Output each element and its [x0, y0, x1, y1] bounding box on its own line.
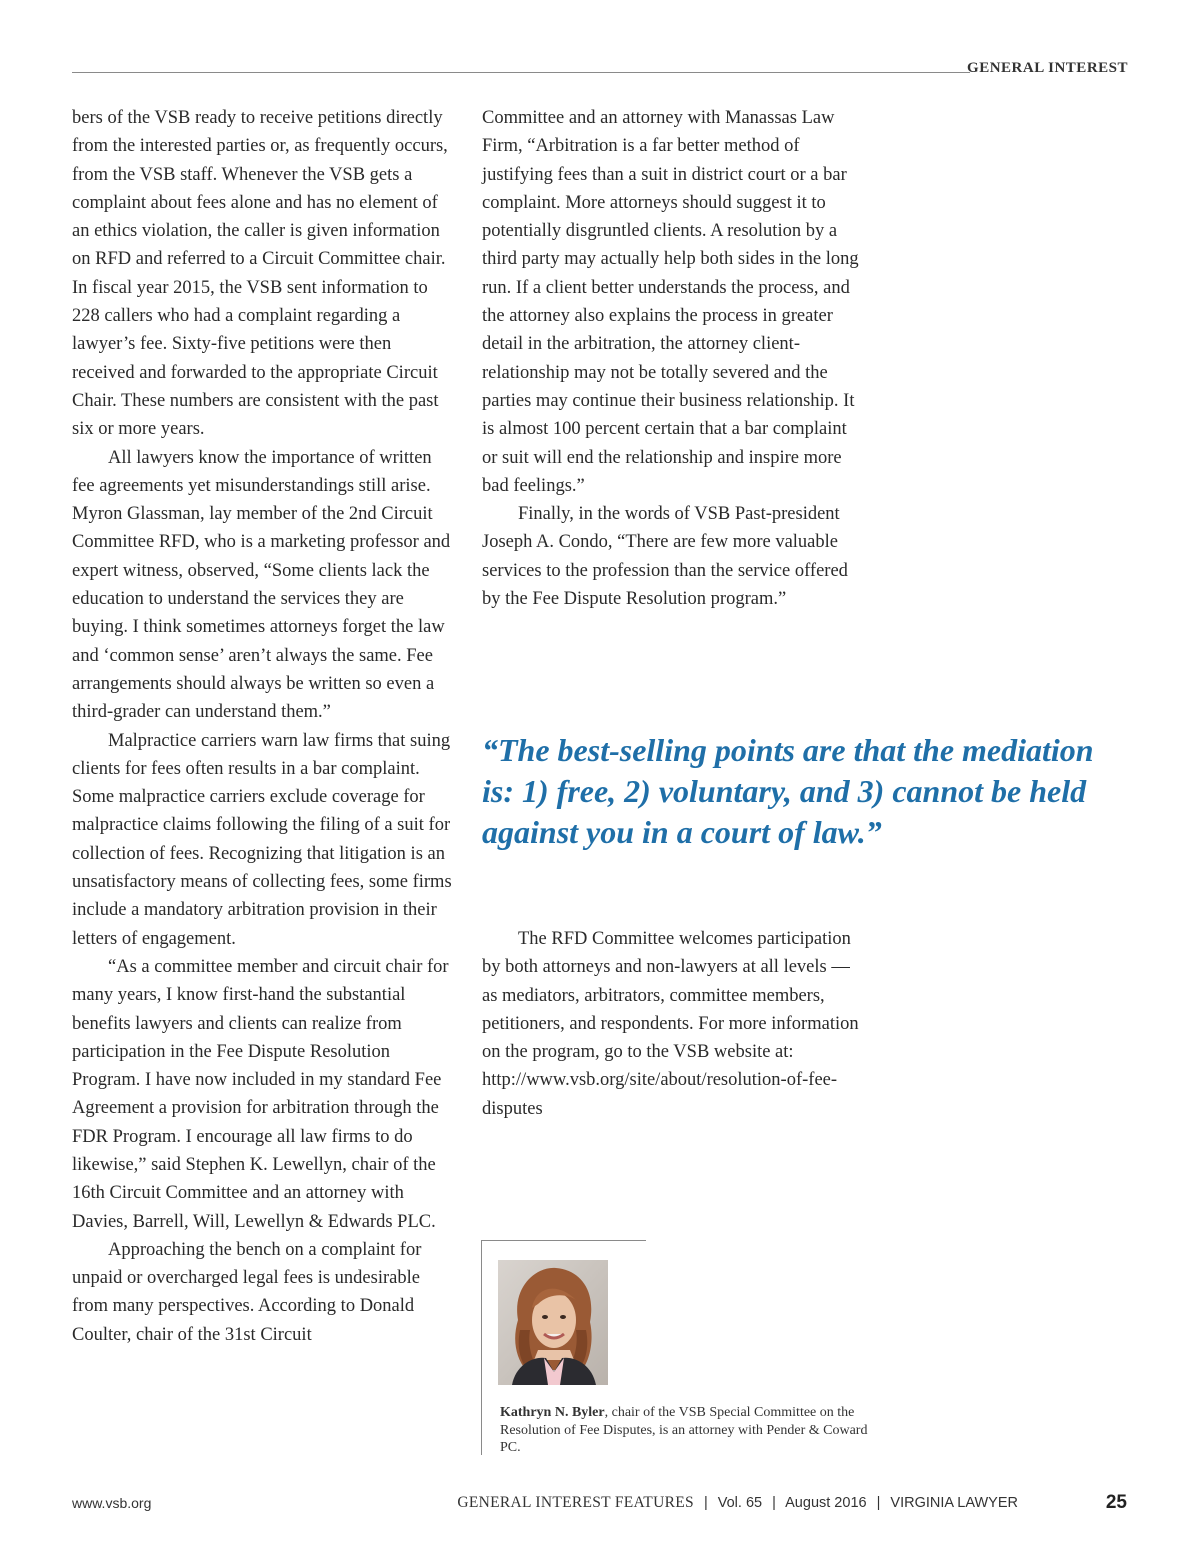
article-paragraph: Approaching the bench on a complaint for unpaid or overcharged legal fees is undesirable from many perspectives. According to Donald Coulter, chair of the 31st Circuit	[72, 1239, 422, 1345]
pull-quote: “The best-selling points are that the mediation is: 1) free, 2) voluntary, and 3) cannot be held against you in a court of law.”	[482, 732, 1094, 850]
bio-divider-vertical	[481, 1240, 482, 1455]
section-label: GENERAL INTEREST	[967, 60, 1128, 76]
article-paragraph: Malpractice carriers warn law firms that suing clients for fees often results in a bar complaint. Some malpractice carriers exclude coverage for malpractice claims following the filing of a suit for collection of fees. Recognizing that litigation is an unsatisfactory means of collecting fees, some firms include a mandatory arbitration provision in their letters of engagement.	[72, 730, 452, 949]
article-paragraph: The RFD Committee welcomes participation by both attorneys and non-lawyers at all levels — as mediators, arbitrators, committee members, petitioners, and respondents. For more information on the program, go to the VSB website at: http://www.vsb.org/site/about/resolution-of-fee-disputes	[482, 929, 859, 1119]
article-paragraph: Finally, in the words of VSB Past-president Joseph A. Condo, “There are few more valuable services to the profession than the service offered by the Fee Dispute Resolution program.”	[482, 504, 848, 610]
bio-divider-horizontal	[481, 1240, 646, 1241]
article-paragraph: bers of the VSB ready to receive petitions directly from the interested parties or, as frequently occurs, from the VSB staff. Whenever the VSB gets a complaint about fees alone and has no element of an ethics violation, the caller is given information on RFD and referred to a Circuit Committee chair. In fiscal year 2015, the VSB sent information to 228 callers who had a complaint regarding a lawyer’s fee. Sixty-five petitions were then received and forwarded to the appropriate Circuit Chair. These numbers are consistent with the past six or more years.	[72, 108, 448, 440]
article-paragraph: “As a committee member and circuit chair for many years, I know first-hand the substantial benefits lawyers and clients can realize from participation in the Fee Dispute Resolution Program. I have now included in my standard Fee Agreement a provision for arbitration through the FDR Program. I encourage all law firms to do likewise,” said Stephen K. Lewellyn, chair of the 16th Circuit Committee and an attorney with Davies, Barrell, Will, Lewellyn & Edwards PLC.	[72, 956, 449, 1232]
footer-publication: VIRGINIA LAWYER	[890, 1495, 1018, 1511]
author-name: Kathryn N. Byler	[500, 1405, 605, 1420]
author-bio	[500, 1404, 870, 1457]
footer-separator: |	[772, 1495, 776, 1511]
author-portrait	[498, 1260, 608, 1385]
footer-publication-info	[457, 1494, 1018, 1512]
author-description: , chair of the VSB Special Committee on the Resolution of Fee Disputes, is an attorney with Pender & Coward PC.	[500, 1405, 868, 1455]
footer-issue-date: August 2016	[785, 1495, 867, 1511]
article-right-column-top	[482, 104, 862, 613]
footer-section: GENERAL INTEREST FEATURES	[457, 1494, 694, 1511]
article-right-column-bottom	[482, 925, 862, 1123]
footer-volume: Vol. 65	[717, 1495, 763, 1511]
header-rule	[72, 72, 970, 73]
article-paragraph: Committee and an attorney with Manassas Law Firm, “Arbitration is a far better method of justifying fees than a suit in district court or a bar complaint. More attorneys should suggest it to potentially disgruntled clients. A resolution by a third party may actually help both sides in the long run. If a client better understands the process, and the attorney also explains the process in greater detail in the arbitration, the attorney client-relationship may not be totally severed and the parties may continue their business relationship. It is almost 100 percent certain that a bar complaint or suit will end the relationship and inspire more bad feelings.”	[482, 108, 859, 496]
footer-separator: |	[876, 1495, 881, 1511]
article-paragraph: All lawyers know the importance of written fee agreements yet misunderstandings still arise. Myron Glassman, lay member of the 2nd Circuit Committee RFD, who is a marketing professor and expert witness, observed, “Some clients lack the education to understand the services they are buying. I think sometimes attorneys forget the law and ‘common sense’ aren’t always the same. Fee arrangements should always be written so even a third-grader can understand them.”	[72, 447, 451, 723]
article-left-column	[72, 104, 452, 1349]
page-number: 25	[1105, 1492, 1127, 1513]
footer-website-link[interactable]: www.vsb.org	[72, 1495, 152, 1511]
footer-separator: |	[703, 1495, 708, 1511]
